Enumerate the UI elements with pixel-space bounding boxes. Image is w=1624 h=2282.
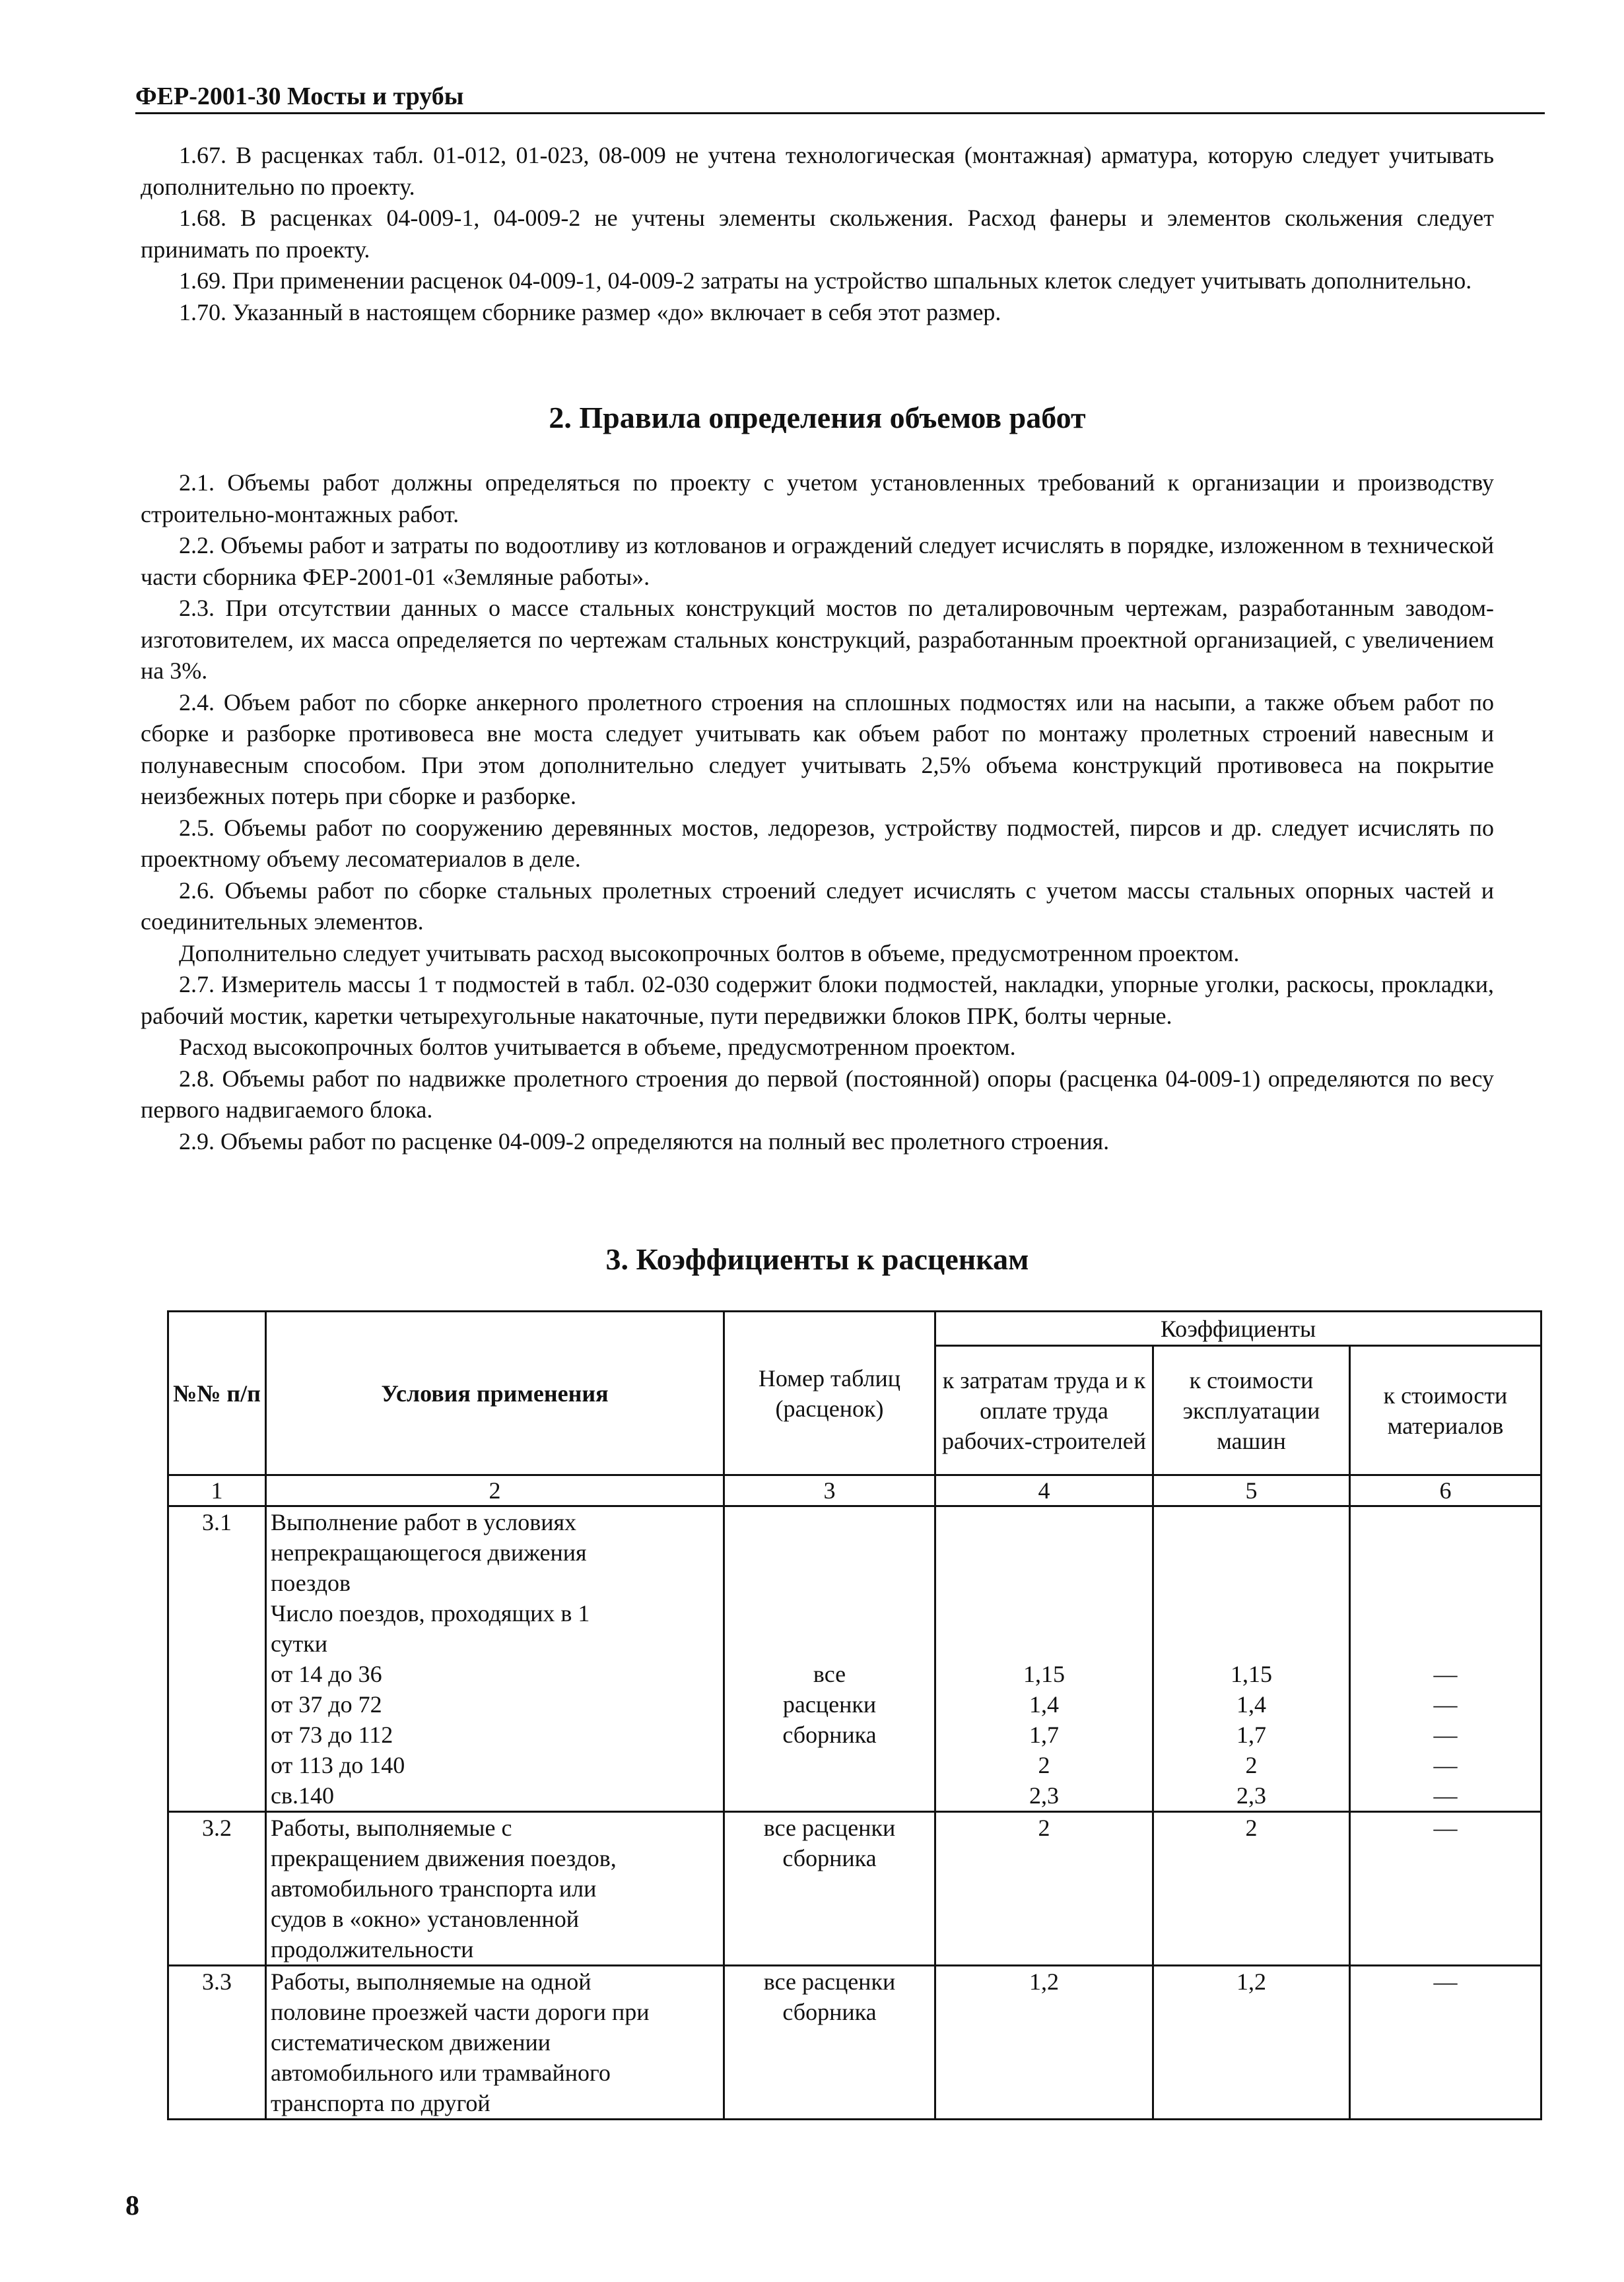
coef-value: 1,7 xyxy=(1029,1722,1059,1748)
table-no-line: все расценки xyxy=(763,1815,896,1841)
clause-2-5: 2.5. Объемы работ по сооружению деревянных мостов, ледорезов, устройству подмостей, пирсов и др. следует исчислять по проектному объему лесоматериалов в деле. xyxy=(141,814,1494,872)
condition-line: от 14 до 36 xyxy=(271,1661,382,1687)
condition-line: от 73 до 112 xyxy=(271,1722,393,1748)
header-machines: к стоимости эксплуатации машин xyxy=(1153,1346,1350,1475)
condition-line: автомобильного транспорта или xyxy=(271,1875,597,1902)
coef-value: 1,7 xyxy=(1236,1722,1266,1748)
clause-2-8: 2.8. Объемы работ по надвижке пролетного строения до первой (постоянной) опоры (расценка 04-009-1) определяются по весу первого надвигаемого блока. xyxy=(141,1065,1494,1123)
condition-line: систематическом движении xyxy=(271,2029,551,2056)
clause-2-7-note: Расход высокопрочных болтов учитывается в объеме, предусмотренном проектом. xyxy=(179,1034,1016,1060)
running-header: ФЕР-2001-30 Мосты и трубы xyxy=(135,81,1545,114)
condition-line: транспорта по другой xyxy=(271,2090,491,2116)
column-number-row xyxy=(168,1475,1541,1506)
condition-line: Работы, выполняемые с xyxy=(271,1815,512,1841)
row-conditions xyxy=(266,1966,724,2120)
table-row xyxy=(168,1812,1541,1966)
header-num: №№ п/п xyxy=(168,1312,266,1475)
page-number: 8 xyxy=(125,2191,139,2221)
row-machines xyxy=(1153,1506,1350,1812)
condition-line: Число поездов, проходящих в 1 xyxy=(271,1600,590,1627)
clause-1-70: 1.70. Указанный в настоящем сборнике размер «до» включает в себя этот размер. xyxy=(179,298,1001,325)
condition-line: от 37 до 72 xyxy=(271,1691,382,1718)
row-materials xyxy=(1350,1506,1541,1812)
condition-line: сутки xyxy=(271,1630,327,1657)
col-number: 4 xyxy=(935,1475,1153,1506)
row-machines: 2 xyxy=(1153,1812,1350,1966)
row-conditions xyxy=(266,1812,724,1966)
table-no-line: сборника xyxy=(782,1999,877,2025)
condition-line: продолжительности xyxy=(271,1936,474,1963)
col-number: 2 xyxy=(266,1475,724,1506)
coef-value: — xyxy=(1433,1691,1458,1718)
row-num: 3.3 xyxy=(168,1966,266,2120)
col-number: 6 xyxy=(1350,1475,1541,1506)
row-num: 3.1 xyxy=(168,1506,266,1812)
table-no-line: сборника xyxy=(782,1722,877,1748)
condition-line: непрекращающегося движения xyxy=(271,1539,587,1566)
coef-value: 2 xyxy=(1245,1752,1258,1778)
condition-line: прекращением движения поездов, xyxy=(271,1845,617,1871)
condition-line: Выполнение работ в условиях xyxy=(271,1509,577,1535)
clause-2-1: 2.1. Объемы работ должны определяться по проекту с учетом установленных требований к организации и производству строительно-монтажных работ. xyxy=(141,469,1494,527)
condition-line: Работы, выполняемые на одной xyxy=(271,1968,592,1995)
col-number: 5 xyxy=(1153,1475,1350,1506)
header-labor: к затратам труда и к оплате труда рабочих-строителей xyxy=(935,1346,1153,1475)
clause-2-4: 2.4. Объем работ по сборке анкерного пролетного строения на сплошных подмостях или на насыпи, а также объем работ по сборке и разборке противовеса вне моста следует учитывать как объем работ по монтажу пролетных строений навесным и полунавесным способом. При этом дополнительно следует учитывать 2,5% объема конструкций противовеса на покрытие неизбежных потерь при сборке и разборке. xyxy=(141,688,1494,809)
table-no-line: все xyxy=(813,1661,846,1687)
row-conditions xyxy=(266,1506,724,1812)
header-conditions: Условия применения xyxy=(266,1312,724,1475)
coef-value: 2 xyxy=(1038,1752,1050,1778)
coef-value: — xyxy=(1433,1752,1458,1778)
clause-1-68: 1.68. В расценках 04-009-1, 04-009-2 не учтены элементы скольжения. Расход фанеры и элементов скольжения следует принимать по проекту. xyxy=(141,205,1494,263)
row-materials: — xyxy=(1350,1812,1541,1966)
col-number: 1 xyxy=(168,1475,266,1506)
section-2-clauses xyxy=(141,467,1494,1157)
intro-clauses xyxy=(141,140,1494,328)
condition-line: половине проезжей части дороги при xyxy=(271,1999,650,2025)
section-3-title: 3. Коэффициенты к расценкам xyxy=(605,1242,1029,1276)
coef-value: — xyxy=(1433,1782,1458,1809)
coef-value: 2,3 xyxy=(1029,1782,1059,1809)
row-num: 3.2 xyxy=(168,1812,266,1966)
row-materials: — xyxy=(1350,1966,1541,2120)
row-table-no xyxy=(724,1506,935,1812)
table-no-line: все расценки xyxy=(763,1968,896,1995)
coef-value: — xyxy=(1433,1661,1458,1687)
header-table-no: Номер таблиц (расценок) xyxy=(724,1312,935,1475)
table-no-line: сборника xyxy=(782,1845,877,1871)
condition-line: поездов xyxy=(271,1570,351,1596)
condition-line: судов в «окно» установленной xyxy=(271,1906,579,1932)
row-labor: 1,2 xyxy=(935,1966,1153,2120)
coef-value: 1,15 xyxy=(1231,1661,1272,1687)
coefficients-table xyxy=(167,1310,1542,2120)
coef-value: — xyxy=(1433,1722,1458,1748)
coef-value: 1,4 xyxy=(1029,1691,1059,1718)
row-labor xyxy=(935,1506,1153,1812)
row-machines: 1,2 xyxy=(1153,1966,1350,2120)
condition-line: автомобильного или трамвайного xyxy=(271,2060,611,2086)
row-labor: 2 xyxy=(935,1812,1153,1966)
clause-2-6: 2.6. Объемы работ по сборке стальных пролетных строений следует исчислять с учетом массы стальных опорных частей и соединительных элементов. xyxy=(141,877,1494,935)
table-no-line: расценки xyxy=(782,1691,877,1718)
header-materials: к стоимости материалов xyxy=(1350,1346,1541,1475)
row-table-no xyxy=(724,1812,935,1966)
clause-2-9: 2.9. Объемы работ по расценке 04-009-2 определяются на полный вес пролетного строения. xyxy=(179,1127,1110,1155)
clause-1-69: 1.69. При применении расценок 04-009-1, 04-009-2 затраты на устройство шпальных клеток следует учитывать дополнительно. xyxy=(179,267,1472,294)
condition-line: св.140 xyxy=(271,1782,334,1809)
condition-line: от 113 до 140 xyxy=(271,1752,405,1778)
clause-2-3: 2.3. При отсутствии данных о массе стальных конструкций мостов по деталировочным чертежам, разработанным заводом-изготовителем, их масса определяется по чертежам стальных конструкций, разработанным проектной организацией, с увеличением на 3%. xyxy=(141,595,1494,684)
col-number: 3 xyxy=(724,1475,935,1506)
coef-value: 1,15 xyxy=(1023,1661,1065,1687)
table-row xyxy=(168,1966,1541,2120)
header-coefficients: Коэффициенты xyxy=(935,1312,1541,1346)
row-table-no xyxy=(724,1966,935,2120)
coef-value: 2,3 xyxy=(1236,1782,1266,1809)
clause-1-67: 1.67. В расценках табл. 01-012, 01-023, 08-009 не учтена технологическая (монтажная) арматура, которую следует учитывать дополнительно по проекту. xyxy=(141,142,1494,200)
coef-value: 1,4 xyxy=(1236,1691,1266,1718)
table-row xyxy=(168,1506,1541,1812)
section-2-title: 2. Правила определения объемов работ xyxy=(549,401,1086,434)
clause-2-6-note: Дополнительно следует учитывать расход высокопрочных болтов в объеме, предусмотренном проектом. xyxy=(179,939,1240,966)
clause-2-2: 2.2. Объемы работ и затраты по водоотливу из котлованов и ограждений следует исчислять в порядке, изложенном в технической части сборника ФЕР-2001-01 «Земляные работы». xyxy=(141,532,1494,590)
clause-2-7: 2.7. Измеритель массы 1 т подмостей в табл. 02-030 содержит блоки подмостей, накладки, упорные уголки, раскосы, прокладки, рабочий мостик, каретки четырехугольные накаточные, пути передвижки блоков ПРК, болты черные. xyxy=(141,971,1494,1029)
